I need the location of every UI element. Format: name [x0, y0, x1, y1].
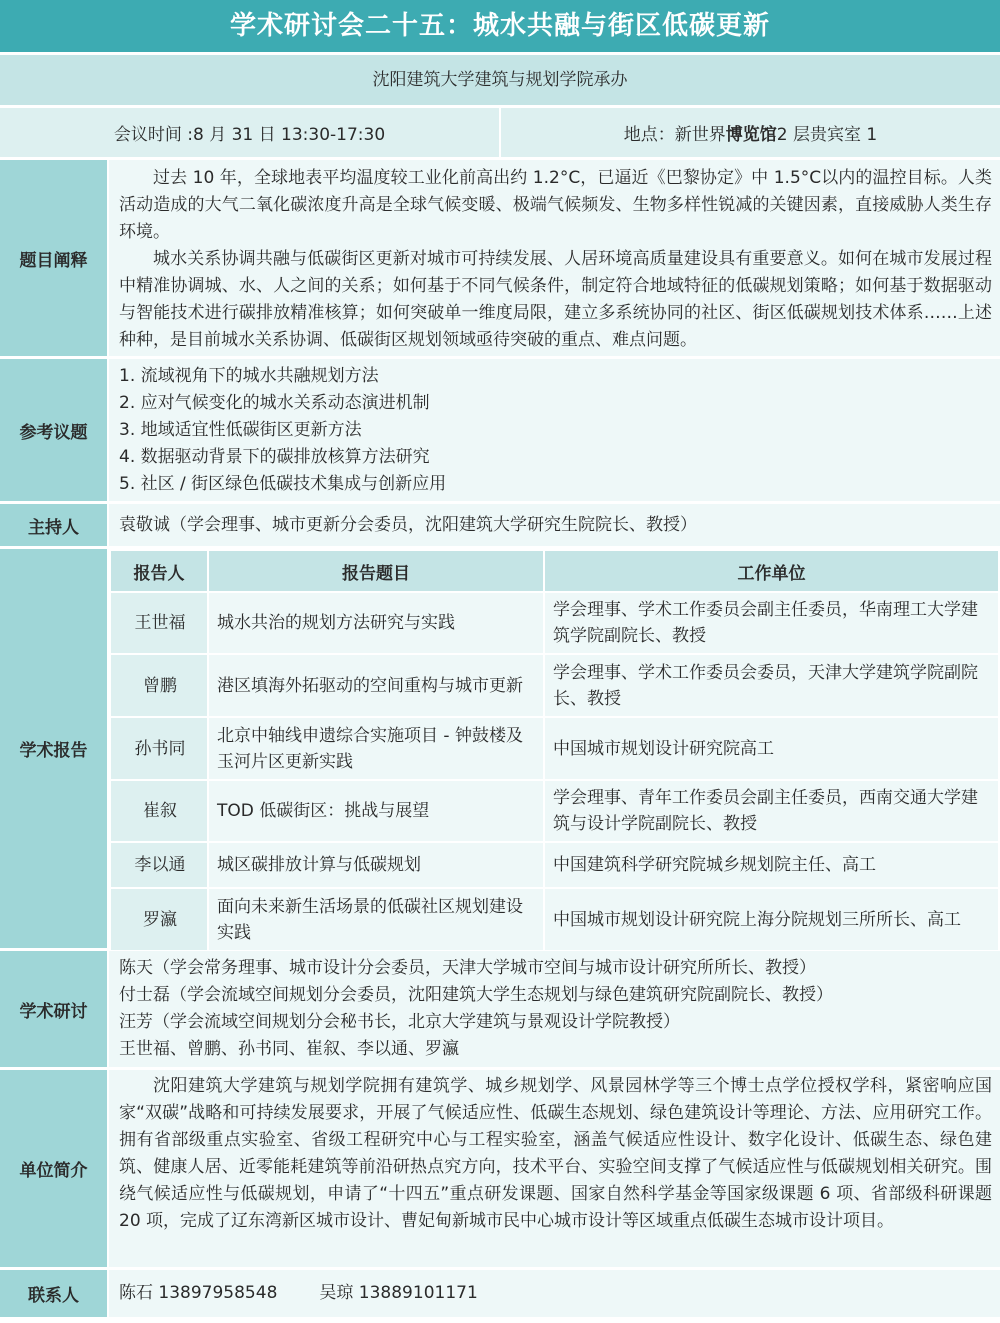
report-topic: 城区碳排放计算与低碳规划 — [208, 842, 544, 888]
table-row — [110, 592, 999, 654]
table-row — [110, 717, 999, 780]
contact-item: 吴琼 13889101171 — [319, 1283, 478, 1303]
topic-interpretation-content — [107, 160, 1000, 356]
reference-topics-label: 参考议题 — [0, 359, 107, 501]
unit-intro-content — [107, 1070, 1000, 1267]
host-row — [0, 501, 1000, 546]
reference-topic-item: 5. 社区 / 街区绿色低碳技术集成与创新应用 — [119, 474, 447, 494]
location-venue: 博览馆 — [725, 125, 777, 145]
report-unit: 中国城市规划设计研究院高工 — [544, 717, 999, 780]
header-topic: 报告题目 — [208, 550, 544, 592]
header-speaker: 报告人 — [110, 550, 208, 592]
report-topic: 港区填海外拓驱动的空间重构与城市更新 — [208, 654, 544, 717]
topic-interpretation-label: 题目阐释 — [0, 160, 107, 356]
discussion-content — [107, 951, 1000, 1067]
reports-row — [0, 546, 1000, 948]
discussion-line: 陈天（学会常务理事、城市设计分会委员，天津大学城市空间与城市设计研究所所长、教授） — [119, 958, 816, 978]
contact-row — [0, 1267, 1000, 1317]
report-unit: 中国建筑科学研究院城乡规划院主任、高工 — [544, 842, 999, 888]
location-suffix: 2 层贵宾室 1 — [776, 125, 878, 145]
report-speaker: 曾鹏 — [110, 654, 208, 717]
host-content — [107, 504, 1000, 546]
table-row — [110, 654, 999, 717]
report-topic: 面向未来新生活场景的低碳社区规划建设实践 — [208, 888, 544, 951]
host-text: 袁敬诚（学会理事、城市更新分会委员，沈阳建筑大学研究生院院长、教授） — [119, 514, 697, 535]
reference-topics-row — [0, 356, 1000, 501]
interpretation-paragraph: 过去 10 年，全球地表平均温度较工业化前高出约 1.2°C，已逼近《巴黎协定》中 1.5°C以内的温控目标。人类活动造成的大气二氧化碳浓度升高是全球气候变暖、极端气候频发、生物多样性锐减的关键因素，直接威胁人类生存环境。 — [119, 168, 992, 242]
report-speaker: 罗瀛 — [110, 888, 208, 951]
contact-label: 联系人 — [0, 1270, 107, 1317]
reference-topics-content — [107, 359, 1000, 501]
report-unit: 中国城市规划设计研究院上海分院规划三所所长、高工 — [544, 888, 999, 951]
meeting-location — [501, 108, 1000, 157]
organizer: 沈阳建筑大学建筑与规划学院承办 — [0, 52, 1000, 105]
discussion-line: 王世福、曾鹏、孙书同、崔叙、李以通、罗瀛 — [119, 1039, 459, 1059]
header-unit: 工作单位 — [544, 550, 999, 592]
reference-topic-item: 4. 数据驱动背景下的碳排放核算方法研究 — [119, 447, 430, 467]
reference-topic-item: 1. 流域视角下的城水共融规划方法 — [119, 366, 379, 386]
unit-intro-label: 单位简介 — [0, 1070, 107, 1267]
reference-topic-item: 2. 应对气候变化的城水关系动态演进机制 — [119, 393, 430, 413]
host-label: 主持人 — [0, 504, 107, 546]
unit-intro-text: 沈阳建筑大学建筑与规划学院拥有建筑学、城乡规划学、风景园林学等三个博士点学位授权学科，紧密响应国家“双碳”战略和可持续发展要求，开展了气候适应性、低碳生态规划、绿色建筑设计等理论、方法、应用研究工作。拥有省部级重点实验室、省级工程研究中心与工程实验室，涵盖气候适应性设计、数字化设计、低碳生态、绿色建筑、健康人居、近零能耗建筑等前沿研热点究方向，技术平台、实验空间支撑了气候适应性与低碳规划相关研究。围绕气候适应性与低碳规划，申请了“十四五”重点研发课题、国家自然科学基金等国家级课题 6 项、省部级科研课题 20 项，完成了辽东湾新区城市设计、曹妃甸新城市民中心城市设计等区域重点低碳生态城市设计项目。 — [119, 1076, 992, 1231]
contact-item: 陈石 13897958548 — [119, 1283, 278, 1303]
contact-content — [107, 1270, 1000, 1317]
reference-topic-item: 3. 地域适宜性低碳街区更新方法 — [119, 420, 362, 440]
report-topic: 北京中轴线申遗综合实施项目 - 钟鼓楼及玉河片区更新实践 — [208, 717, 544, 780]
table-row — [110, 842, 999, 888]
report-unit: 学会理事、学术工作委员会委员，天津大学建筑学院副院长、教授 — [544, 654, 999, 717]
reports-table — [109, 549, 1000, 952]
unit-intro-row — [0, 1067, 1000, 1267]
report-topic: 城水共治的规划方法研究与实践 — [208, 592, 544, 654]
discussion-line: 汪芳（学会流域空间规划分会秘书长，北京大学建筑与景观设计学院教授） — [119, 1012, 680, 1032]
reports-header-row — [110, 550, 999, 592]
reports-label: 学术报告 — [0, 549, 107, 948]
meeting-time: 会议时间 :8 月 31 日 13:30-17:30 — [0, 108, 501, 157]
meeting-info — [0, 105, 1000, 157]
discussion-label: 学术研讨 — [0, 951, 107, 1067]
discussion-row — [0, 948, 1000, 1067]
report-speaker: 李以通 — [110, 842, 208, 888]
topic-interpretation-row — [0, 157, 1000, 356]
report-speaker: 孙书同 — [110, 717, 208, 780]
interpretation-paragraph: 城水关系协调共融与低碳街区更新对城市可持续发展、人居环境高质量建设具有重要意义。如何在城市发展过程中精准协调城、水、人之间的关系；如何基于不同气候条件，制定符合地域特征的低碳规划策略；如何基于数据驱动与智能技术进行碳排放精准核算；如何突破单一维度局限，建立多系统协同的社区、街区低碳规划技术体系……上述种种，是目前城水关系协调、低碳街区规划领域亟待突破的重点、难点问题。 — [119, 249, 992, 350]
report-topic: TOD 低碳街区：挑战与展望 — [208, 780, 544, 842]
report-speaker: 王世福 — [110, 592, 208, 654]
table-row — [110, 780, 999, 842]
report-speaker: 崔叙 — [110, 780, 208, 842]
table-row — [110, 888, 999, 951]
discussion-line: 付士磊（学会流域空间规划分会委员，沈阳建筑大学生态规划与绿色建筑研究院副院长、教授） — [119, 985, 833, 1005]
report-unit: 学会理事、青年工作委员会副主任委员，西南交通大学建筑与设计学院副院长、教授 — [544, 780, 999, 842]
report-unit: 学会理事、学术工作委员会副主任委员，华南理工大学建筑学院副院长、教授 — [544, 592, 999, 654]
location-prefix: 地点：新世界 — [623, 125, 726, 145]
reports-table-wrap — [107, 549, 1000, 948]
page-title: 学术研讨会二十五：城水共融与街区低碳更新 — [0, 0, 1000, 52]
